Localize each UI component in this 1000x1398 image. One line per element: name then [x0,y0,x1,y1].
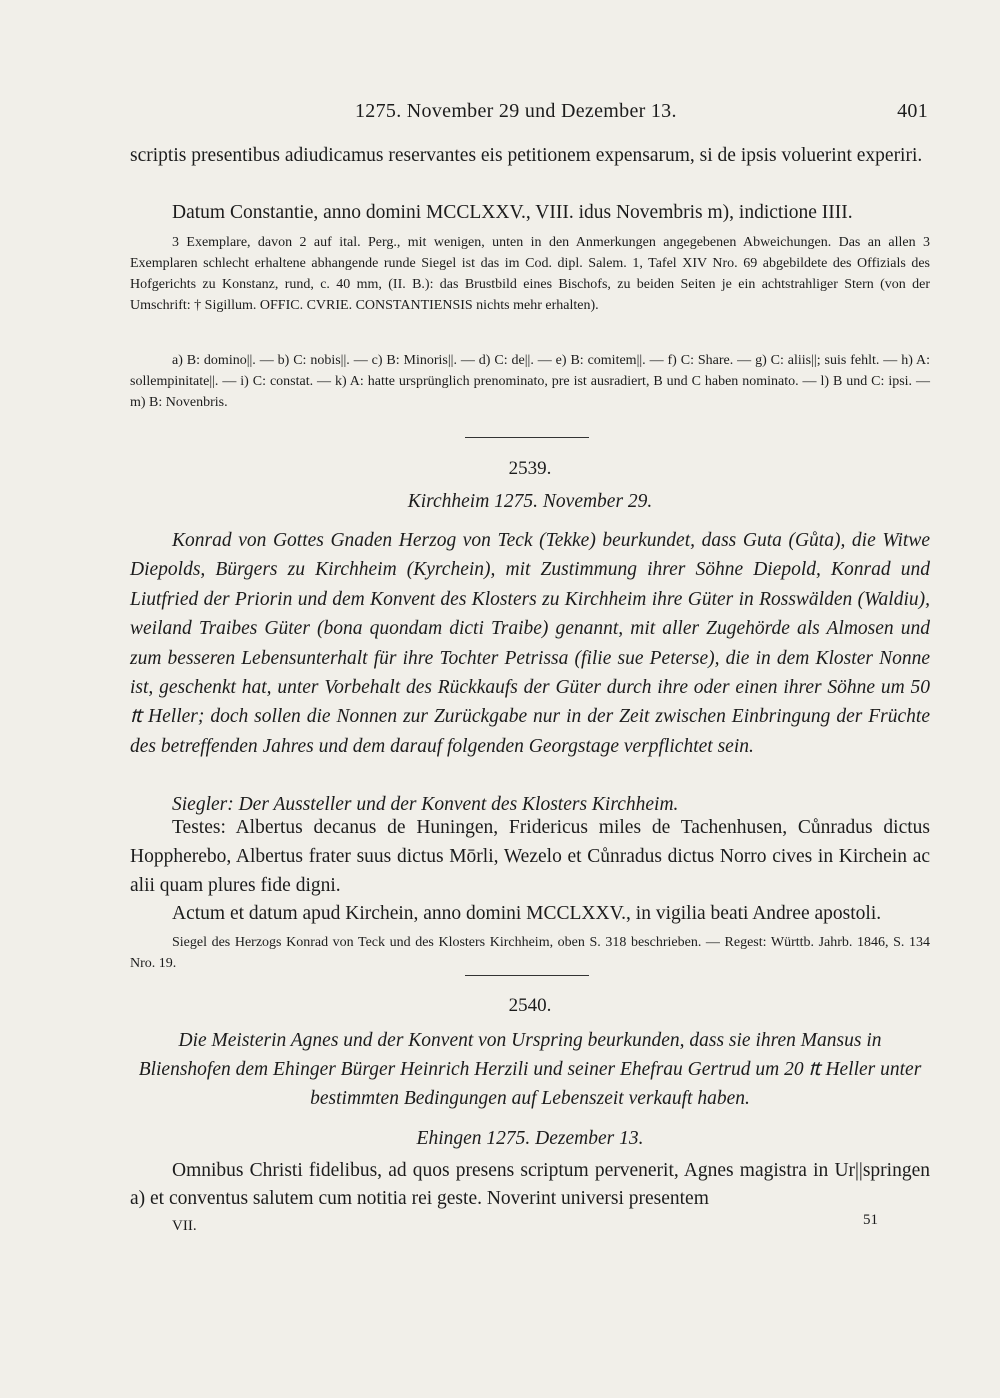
regest-2540: Die Meisterin Agnes und der Konvent von Urspring beurkunden, dass sie ihren Mansus in Blienshofen dem Ehinger Bürger Heinrich Herzili und seiner Ehefrau Gertrud um 20 ₶ Heller unter bestimmten Bedingungen auf Lebenszeit verkauft haben. [138,1030,922,1109]
page-number: 401 [897,100,928,122]
running-title: 1275. November 29 und Dezember 13. [355,100,677,122]
running-header [130,100,930,128]
testes-2539: Testes: Albertus decanus de Huningen, Fridericus miles de Tachenhusen, Cůnradus dictus Hoppherebo, Albertus frater suus dictus Mōrli, Wezelo et Cůnradus dictus Norro cives in Kirchein ac alii quam plures fide digni. [130,817,930,896]
place-date-2540: Ehingen 1275. Dezember 13. [416,1128,644,1149]
separator-rule [465,437,589,438]
apparatus-note: 3 Exemplare, davon 2 auf ital. Perg., mit wenigen, unten in den Anmerkungen angegebenen Abweichungen. Das an allen 3 Exemplaren schlecht erhaltene abhangende runde Siegel ist das im Cod. dipl. Salem. 1, Tafel XIV Nro. 69 abgebildete des Offizials des Hofgerichts zu Konstanz, rund, c. 40 mm, (II. B.): das Brustbild eines Bischofs, zu beiden Seiten je ein achtstrahliger Stern (von der Umschrift: † Sigillum. OFFIC. CVRIE. CONSTANTIENSIS nichts mehr erhalten). [130,235,930,313]
separator-rule [465,975,589,976]
document-number-2540: 2540. [508,995,552,1016]
variant-readings: a) B: domino||. — b) C: nobis||. — c) B: Minoris||. — d) C: de||. — e) B: comitem||. — f) C: Share. — g) C: aliis||; suis fehlt. — h) A: sollempinitate||. — i) C: constat. — k) A: hatte ursprünglich prenominato, pre ist ausradiert, B und C haben nominato. — l) B und C: ipsi. — m) B: Novenbris. [130,353,930,410]
paragraph-scriptis: scriptis presentibus adiudicamus reservantes eis petitionem expensarum, si de ipsis voluerint experiri. [130,145,923,166]
siegler-2539: Siegler: Der Aussteller und der Konvent des Klosters Kirchheim. [172,794,679,815]
volume-signature: VII. [172,1218,197,1234]
regest-2539: Konrad von Gottes Gnaden Herzog von Teck (Tekke) beurkundet, dass Guta (Gůta), die Witwe Diepolds, Bürgers zu Kirchheim (Kyrchein), mit Zustimmung ihrer Söhne Diepold, Konrad und Liutfried der Priorin und dem Konvent des Klosters zu Kirchheim ihre Güter in Rosswälden (Waldiu), weiland Traibes Güter (bona quondam dicti Traibe) genannt, mit aller Zugehörde als Almosen und zum besseren Lebensunterhalt für ihre Tochter Petrissa (filie sue Peterse), die in dem Kloster Nonne ist, geschenkt hat, unter Vorbehalt des Rückkaufs der Güter durch ihre oder einen ihrer Söhne um 50 ₶ Heller; doch sollen die Nonnen zur Zurückgabe nur in der Zeit zwischen Einbringung der Früchte des betreffenden Jahres und dem darauf folgenden Georgstage verpflichtet sein. [130,530,930,757]
note-2539: Siegel des Herzogs Konrad von Teck und des Klosters Kirchheim, oben S. 318 beschrieben. — Regest: Württb. Jahrb. 1846, S. 134 Nro. 19. [130,935,930,971]
sheet-signature: 51 [863,1212,878,1228]
document-number-2539: 2539. [508,458,552,479]
paragraph-datum: Datum Constantie, anno domini MCCLXXV., VIII. idus Novembris m), indictione IIII. [172,202,853,223]
text-2540: Omnibus Christi fidelibus, ad quos presens scriptum pervenerit, Agnes magistra in Ur||springen a) et conventus salutem cum notitia rei geste. Noverint universi presentem [130,1160,930,1209]
actum-2539: Actum et datum apud Kirchein, anno domini MCCLXXV., in vigilia beati Andree apostoli. [172,903,882,924]
place-date-2539: Kirchheim 1275. November 29. [407,491,653,512]
